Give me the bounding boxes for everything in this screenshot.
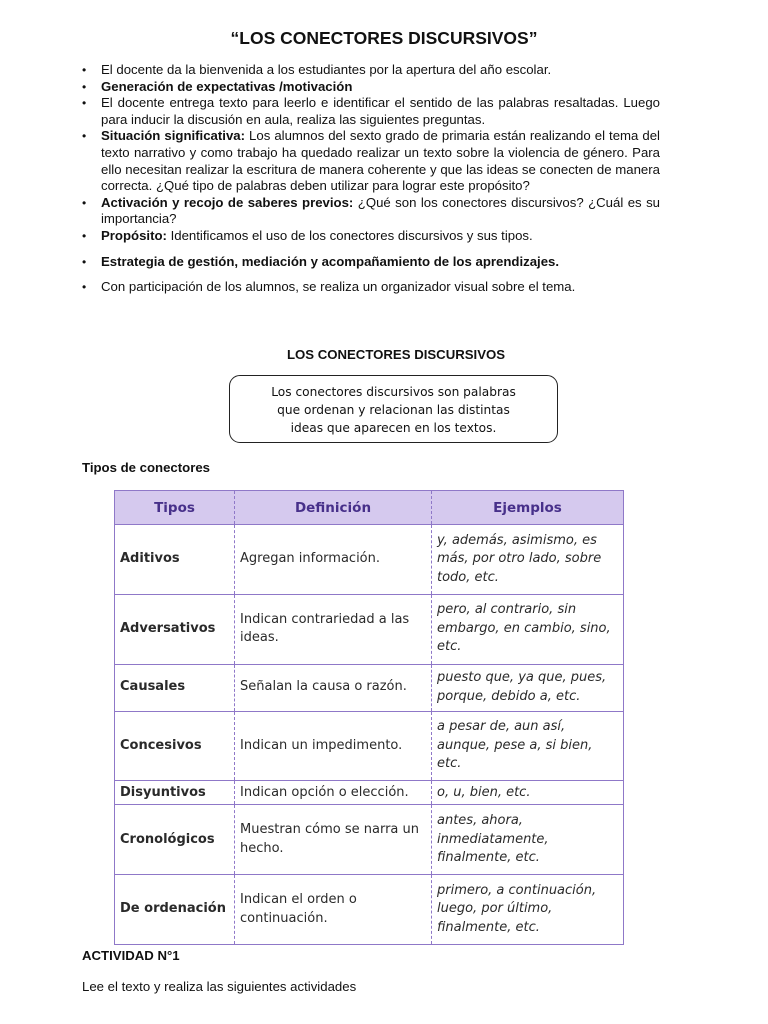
cell-ejemplos: puesto que, ya que, pues, porque, debido a, etc. [432,664,624,711]
cell-tipo: Adversativos [115,594,235,664]
table-row [115,781,624,805]
cell-definicion: Indican opción o elección. [235,781,432,805]
cell-ejemplos: antes, ahora, inmediatamente, finalmente, etc. [432,805,624,875]
bullet-item: • Estrategia de gestión, mediación y acompañamiento de los aprendizajes. [82,254,660,271]
column-header-definicion: Definición [235,491,432,525]
bullet-item: • Con participación de los alumnos, se realiza un organizador visual sobre el tema. [82,279,660,296]
connectors-types-heading: Tipos de conectores [82,460,211,475]
cell-tipo: De ordenación [115,875,235,945]
cell-tipo: Disyuntivos [115,781,235,805]
cell-tipo: Concesivos [115,711,235,781]
lesson-bullet-list [82,62,660,296]
cell-definicion: Indican contrariedad a las ideas. [235,594,432,664]
cell-ejemplos: a pesar de, aun así, aunque, pese a, si bien, etc. [432,711,624,781]
connectors-table [114,490,624,945]
bullet-item: • El docente da la bienvenida a los estudiantes por la apertura del año escolar. [82,62,660,79]
cell-definicion: Indican el orden o continuación. [235,875,432,945]
table-row [115,664,624,711]
cell-tipo: Causales [115,664,235,711]
column-header-tipos: Tipos [115,491,235,525]
cell-ejemplos: y, además, asimismo, es más, por otro lado, sobre todo, etc. [432,525,624,595]
cell-ejemplos: pero, al contrario, sin embargo, en cambio, sino, etc. [432,594,624,664]
cell-tipo: Aditivos [115,525,235,595]
cell-definicion: Muestran cómo se narra un hecho. [235,805,432,875]
section-subtitle: LOS CONECTORES DISCURSIVOS [286,347,506,362]
activity-instruction: Lee el texto y realiza las siguientes actividades [82,979,357,994]
bullet-item: • Situación significativa: Los alumnos del sexto grado de primaria están realizando el tema del texto narrativo y como trabajo ha quedado realizar un texto sobre la violencia de género. Para ello necesitan realizar la escritura de manera coherente y que las ideas se conecten de manera correcta. ¿Qué tipo de palabras deben utilizar para lograr este propósito? [82,128,660,194]
bullet-item: • Generación de expectativas /motivación [82,79,660,96]
table-row [115,875,624,945]
bullet-item: • Activación y recojo de saberes previos: ¿Qué son los conectores discursivos? ¿Cuál es su importancia? [82,195,660,228]
cell-ejemplos: o, u, bien, etc. [432,781,624,805]
cell-ejemplos: primero, a continuación, luego, por último, finalmente, etc. [432,875,624,945]
bullet-item: • El docente entrega texto para leerlo e identificar el sentido de las palabras resaltadas. Luego para inducir la discusión en aula, realiza las siguientes preguntas. [82,95,660,128]
bullet-item: • Propósito: Identificamos el uso de los conectores discursivos y sus tipos. [82,228,660,245]
activity-title: ACTIVIDAD N°1 [82,948,180,963]
table-row [115,711,624,781]
cell-definicion: Indican un impedimento. [235,711,432,781]
table-row [115,525,624,595]
column-header-ejemplos: Ejemplos [432,491,624,525]
table-row [115,805,624,875]
table-header-row [115,491,624,525]
table-row [115,594,624,664]
cell-definicion: Señalan la causa o razón. [235,664,432,711]
cell-tipo: Cronológicos [115,805,235,875]
cell-definicion: Agregan información. [235,525,432,595]
page-title: “LOS CONECTORES DISCURSIVOS” [230,28,538,48]
definition-box: Los conectores discursivos son palabras que ordenan y relacionan las distintas ideas que aparecen en los textos. [229,375,558,443]
